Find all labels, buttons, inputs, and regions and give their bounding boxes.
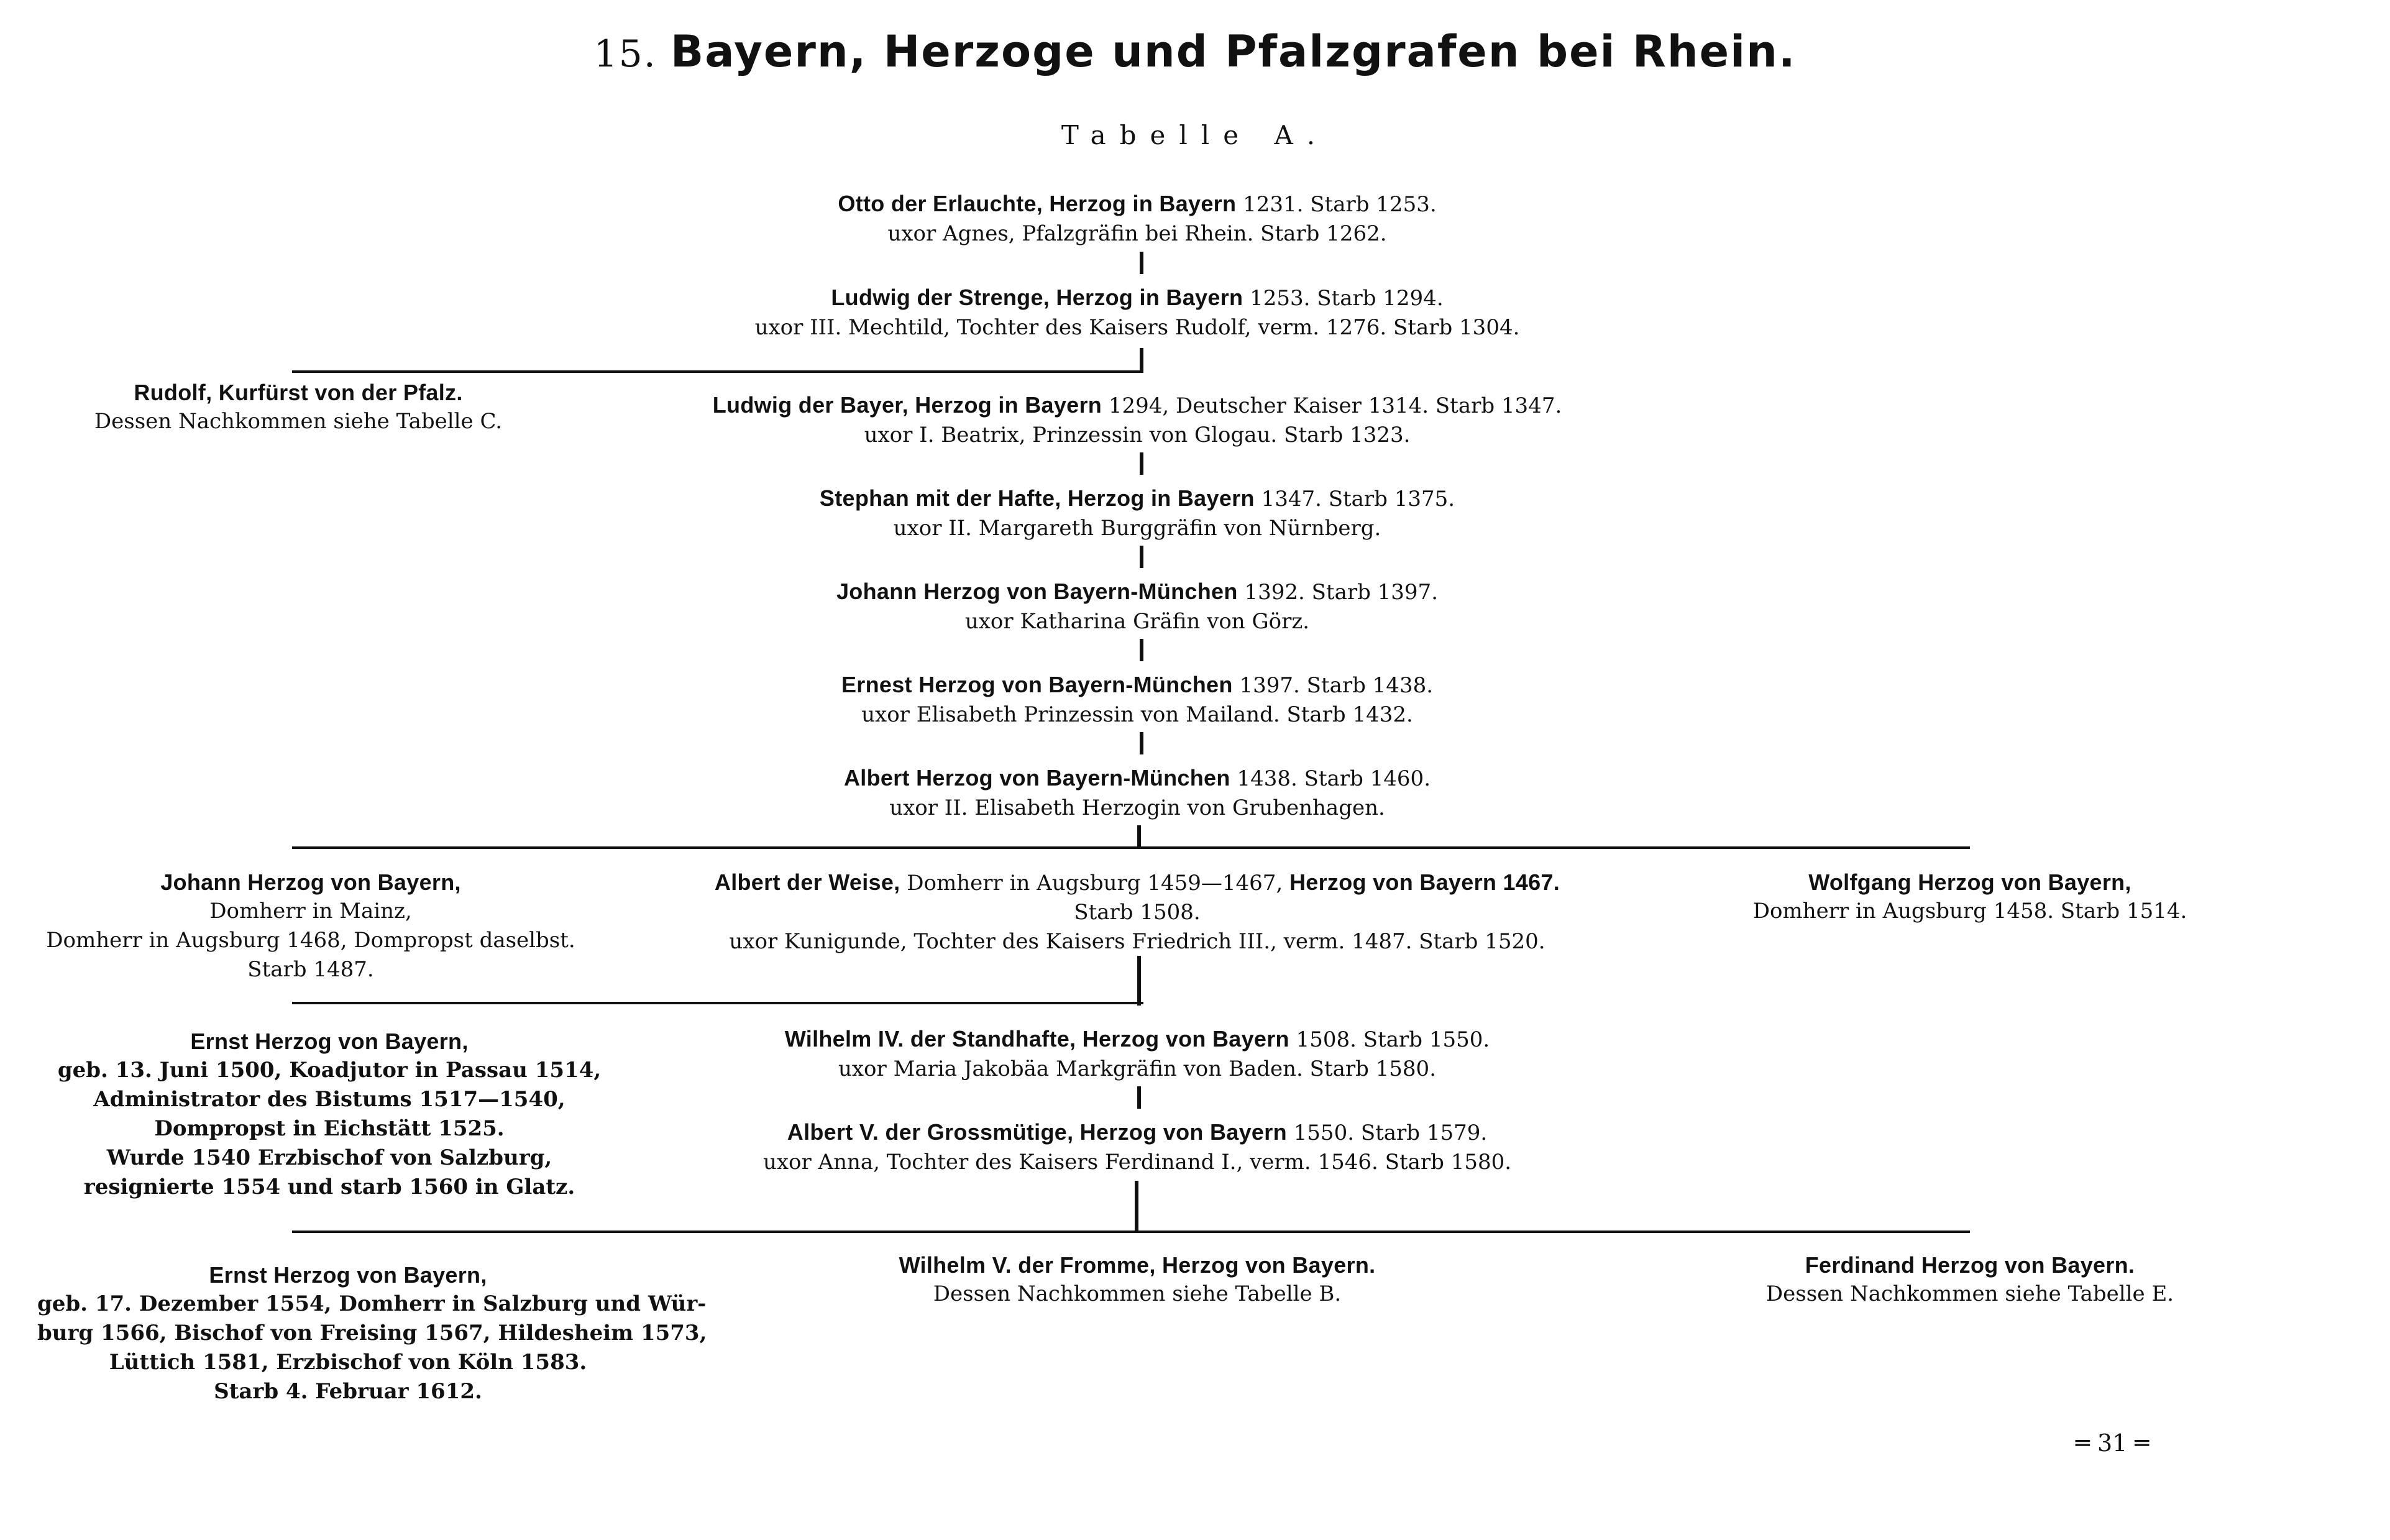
person-name: Albert der Weise,: [714, 869, 900, 895]
sibling-connector: [292, 1231, 1970, 1233]
entry-johann-muenchen: [764, 577, 1510, 636]
person-name: Albert Herzog von Bayern-München: [843, 765, 1230, 791]
lineage-connector: [1140, 639, 1143, 661]
person-dates: 1392. Starb 1397.: [1244, 580, 1438, 605]
lineage-connector: [1140, 546, 1143, 568]
detail-line: Lüttich 1581, Erzbischof von Köln 1583.: [109, 1350, 587, 1375]
person-name: Johann Herzog von Bayern,: [160, 869, 461, 895]
sibling-connector: [292, 846, 1970, 849]
entry-stephan: [764, 484, 1510, 543]
descendants-note: Dessen Nachkommen siehe Tabelle B.: [933, 1281, 1342, 1306]
entry-ernst-1554: [37, 1260, 707, 1406]
person-title: Herzog von Bayern 1467.: [1289, 869, 1560, 895]
title-text: Bayern, Herzoge und Pfalzgrafen bei Rhein.: [670, 26, 1797, 77]
person-dates: 1253. Starb 1294.: [1250, 286, 1444, 311]
person-name: Wilhelm V. der Fromme, Herzog von Bayern.: [899, 1252, 1376, 1278]
person-dates: 1294, Deutscher Kaiser 1314. Starb 1347.: [1108, 393, 1562, 418]
spouse-line: uxor II. Elisabeth Herzogin von Grubenhagen.: [889, 795, 1385, 820]
person-name: Wilhelm IV. der Standhafte, Herzog von Bayern: [784, 1026, 1289, 1052]
entry-ludwig-strenge: [702, 283, 1572, 342]
page-title: [0, 26, 2390, 77]
entry-albert-muenchen: [764, 763, 1510, 823]
person-name: Ferdinand Herzog von Bayern.: [1805, 1252, 2135, 1278]
entry-ferdinand: [1659, 1250, 2281, 1309]
lineage-connector: [1140, 732, 1143, 754]
spouse-line: uxor Anna, Tochter des Kaisers Ferdinand I., verm. 1546. Starb 1580.: [762, 1150, 1512, 1175]
person-name: Otto der Erlauchte, Herzog in Bayern: [838, 191, 1237, 216]
sibling-connector: [292, 1002, 1143, 1004]
spouse-line: uxor II. Margareth Burggräfin von Nürnberg.: [893, 516, 1381, 541]
descendants-note: Dessen Nachkommen siehe Tabelle C.: [94, 409, 503, 434]
entry-ernst-1500: [19, 1027, 640, 1202]
entry-albert-weise: [640, 868, 1634, 956]
lineage-connector: [1140, 452, 1143, 475]
detail-line: Domherr in Augsburg 1468, Dompropst daselbst.: [46, 928, 575, 953]
person-dates: 1397. Starb 1438.: [1239, 673, 1434, 698]
entry-johann-bayern: [31, 868, 590, 984]
spouse-line: uxor Maria Jakobäa Markgräfin von Baden. Starb 1580.: [838, 1056, 1436, 1081]
lineage-connector: [1137, 1086, 1141, 1109]
detail-line: Starb 4. Februar 1612.: [214, 1379, 482, 1404]
detail-line: Starb 1487.: [247, 957, 374, 982]
person-dates: 1550. Starb 1579.: [1293, 1121, 1488, 1145]
person-name: Ludwig der Bayer, Herzog in Bayern: [712, 392, 1102, 418]
lineage-connector: [1140, 252, 1143, 274]
detail-line: geb. 13. Juni 1500, Koadjutor in Passau 1514,: [57, 1058, 602, 1083]
descendants-note: Dessen Nachkommen siehe Tabelle E.: [1765, 1281, 2174, 1306]
entry-wolfgang: [1659, 868, 2281, 926]
person-dates: 1231. Starb 1253.: [1243, 192, 1437, 217]
entry-ludwig-bayer: [640, 390, 1634, 450]
entry-otto: [764, 189, 1510, 249]
spouse-line: uxor Agnes, Pfalzgräfin bei Rhein. Starb 1262.: [887, 221, 1387, 246]
detail-line: Wurde 1540 Erzbischof von Salzburg,: [106, 1145, 552, 1170]
person-dates: 1347. Starb 1375.: [1261, 487, 1455, 511]
person-name: Wolfgang Herzog von Bayern,: [1808, 869, 2131, 895]
entry-wilhelm-v: [764, 1250, 1510, 1309]
lineage-connector: [1137, 956, 1141, 1006]
lineage-connector: [1135, 1181, 1138, 1233]
detail-line: resignierte 1554 und starb 1560 in Glatz.: [83, 1175, 575, 1199]
person-name: Johann Herzog von Bayern-München: [836, 579, 1238, 604]
detail-text: Domherr in Augsburg 1459—1467,: [907, 871, 1283, 896]
person-name: Albert V. der Grossmütige, Herzog von Bayern: [787, 1119, 1287, 1145]
spouse-line: uxor I. Beatrix, Prinzessin von Glogau. Starb 1323.: [864, 423, 1411, 447]
spouse-line: uxor Elisabeth Prinzessin von Mailand. Starb 1432.: [861, 702, 1413, 727]
entry-albert-v: [702, 1117, 1572, 1177]
detail-line: Domherr in Augsburg 1458. Starb 1514.: [1752, 899, 2187, 924]
person-name: Ernest Herzog von Bayern-München: [841, 672, 1233, 697]
person-name: Ernst Herzog von Bayern,: [190, 1029, 469, 1054]
person-name: Rudolf, Kurfürst von der Pfalz.: [134, 380, 463, 405]
entry-ernest: [764, 670, 1510, 730]
person-dates: 1438. Starb 1460.: [1237, 766, 1431, 791]
detail-line: Starb 1508.: [1074, 900, 1201, 925]
page-number: ═ 31 ═: [2076, 1429, 2150, 1457]
table-number: 15.: [593, 32, 657, 76]
entry-wilhelm-iv: [702, 1024, 1572, 1084]
entry-rudolf: [50, 378, 547, 436]
person-name: Stephan mit der Hafte, Herzog in Bayern: [819, 485, 1255, 511]
lineage-connector: [1140, 348, 1143, 373]
spouse-line: uxor III. Mechtild, Tochter des Kaisers Rudolf, verm. 1276. Starb 1304.: [754, 315, 1520, 340]
person-name: Ludwig der Strenge, Herzog in Bayern: [831, 285, 1243, 310]
lineage-connector: [1137, 825, 1141, 848]
detail-line: burg 1566, Bischof von Freising 1567, Hildesheim 1573,: [37, 1321, 707, 1345]
spouse-line: uxor Kunigunde, Tochter des Kaisers Friedrich III., verm. 1487. Starb 1520.: [729, 929, 1545, 954]
detail-line: Dompropst in Eichstätt 1525.: [154, 1116, 505, 1141]
detail-line: Administrator des Bistums 1517—1540,: [93, 1087, 565, 1112]
table-subtitle: Tabelle A.: [1061, 120, 1329, 150]
spouse-line: uxor Katharina Gräfin von Görz.: [964, 609, 1310, 634]
sibling-connector: [292, 370, 1143, 373]
detail-line: Domherr in Mainz,: [209, 899, 412, 924]
detail-line: geb. 17. Dezember 1554, Domherr in Salzburg und Wür-: [37, 1291, 707, 1316]
person-name: Ernst Herzog von Bayern,: [209, 1262, 487, 1288]
person-dates: 1508. Starb 1550.: [1296, 1027, 1490, 1052]
